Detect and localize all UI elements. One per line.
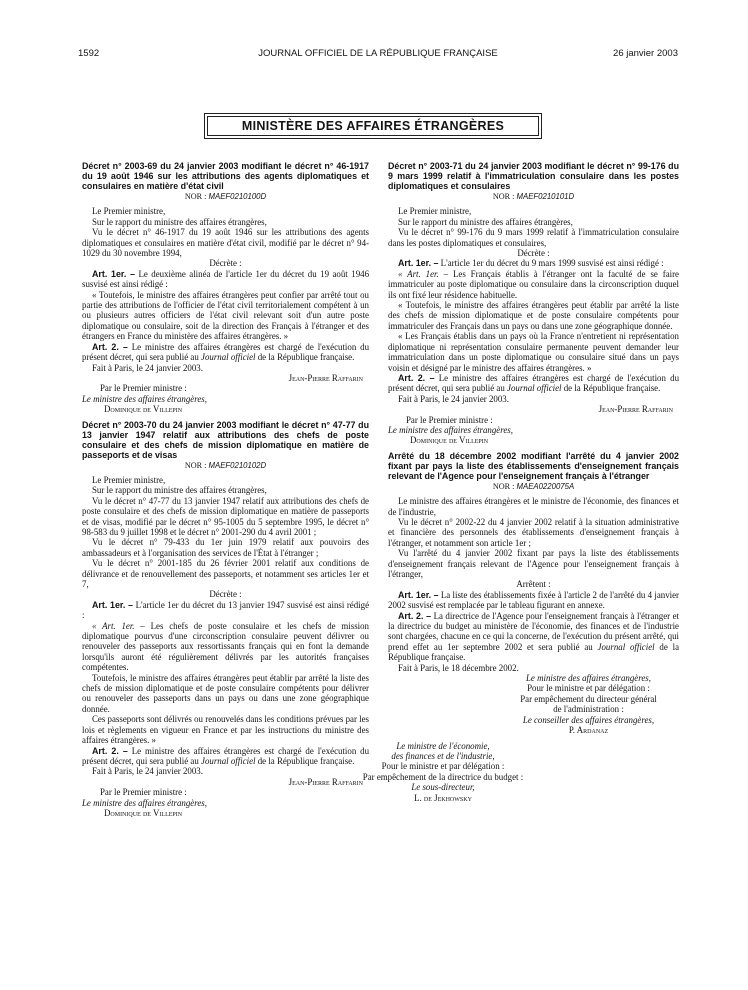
signature-block-mae (388, 673, 679, 735)
decrete-label: Décrète : (517, 248, 550, 259)
signature-line: Le ministre des affaires étrangères, (388, 424, 513, 435)
fait-line: Fait à Paris, le 24 janvier 2003. (92, 362, 203, 373)
signature-line: des finances et de l'industrie, (391, 750, 495, 761)
fait-line: Fait à Paris, le 18 décembre 2002. (398, 662, 519, 673)
signature-line: Le ministre des affaires étrangères, (526, 673, 651, 684)
right-column (362, 161, 680, 803)
decree-title: Décret n° 2003-70 du 24 janvier 2003 modifiant le décret n° 47-77 du 13 janvier 1947 relatif aux attributions des chefs de poste consulaire et des chefs de mission diplomatique en matière de passeports et de visas (82, 419, 369, 460)
signature-line: Pour le ministre et par délégation : (381, 761, 505, 772)
signature-line: Par empêchement du directeur général (520, 693, 657, 704)
signatory: Jean-Pierre Raffarin (288, 372, 363, 383)
signature-line: Le ministre de l'économie, (396, 740, 490, 751)
paragraph: Vu le décret n° 47-77 du 13 janvier 1947 relatif aux attributions des chefs de poste consulaire et des chefs de mission diplomatique en matière de passeports et de visas, modifié par le décret n° 95-1005 du 5 septembre 1995, le décret n° 98-583 du 9 juillet 1998 et le décret n° 2001-290 du 4 avril 2001 ; (82, 495, 369, 537)
paragraph: Le Premier ministre, (398, 206, 472, 217)
quoted-text: « Toutefois, le ministre des affaires étrangères peut établir par arrêté la liste des chefs de mission diplomatique et de poste consulaire compétents pour immatriculer des Français dans un pays ou dans une zone géographique donnée. (388, 300, 679, 331)
signatory: P. Ardanaz (568, 725, 609, 736)
fait-line: Fait à Paris, le 24 janvier 2003. (92, 766, 203, 777)
signature-line: Le conseiller des affaires étrangères, (522, 714, 655, 725)
quoted-text: Toutefois, le ministre des affaires étrangères peut établir par arrêté la liste des chefs de mission diplomatique et de poste consulaire compétents pour délivrer ou renouveler des passeports dans un pays ou dans une zone géographique donnée. (82, 672, 369, 714)
signatory: Jean-Pierre Raffarin (598, 404, 673, 415)
paragraph: Le ministre des affaires étrangères et le ministre de l'économie, des finances et de l'industrie, (388, 496, 679, 517)
signatory: L. de Jekhowsky (414, 792, 472, 803)
quoted-text: « Art. 1er. – Les Français établis à l'étranger ont la faculté de se faire immatriculer au poste diplomatique ou consulaire dans la circonscription duquel ils ont fixé leur résidence habituelle. (388, 268, 679, 300)
signature-line: Le sous-directeur, (411, 782, 475, 793)
paragraph: Vu le décret n° 2002-22 du 4 janvier 2002 relatif à la situation administrative et financière des personnels des établissements d'enseignement français à l'étranger, et notamment son article 1er ; (388, 516, 679, 548)
signatory: Dominique de Villepin (104, 807, 183, 818)
fait-line: Fait à Paris, le 24 janvier 2003. (398, 393, 509, 404)
issue-date: 26 janvier 2003 (613, 48, 678, 59)
signature-line: Le ministre des affaires étrangères, (82, 393, 207, 404)
ministry-box (204, 113, 542, 139)
paragraph: Vu le décret n° 2001-185 du 26 février 2001 relatif aux conditions de délivrance et de renouvellement des passeports, et notamment ses articles 1er et 7, (82, 558, 369, 589)
paragraph: Sur le rapport du ministre des affaires étrangères, (92, 485, 267, 496)
paragraph: Le Premier ministre, (92, 206, 166, 217)
signatory: Jean-Pierre Raffarin (288, 776, 363, 787)
paragraph: Le Premier ministre, (92, 474, 166, 485)
decrete-label: Décrète : (209, 589, 242, 600)
decree-2003-70 (82, 420, 369, 819)
ministry-title: MINISTÈRE DES AFFAIRES ÉTRANGÈRES (207, 116, 539, 136)
nor-line: NOR : MAEF0210101D (492, 192, 575, 201)
nor-line: NOR : MAEF0210100D (184, 192, 267, 201)
article-2: Art. 2. – La directrice de l'Agence pour l'enseignement français à l'étranger et la directrice du budget au ministère de l'économie, des finances et de l'industrie sont chargées, chacune en ce qui la concerne, de l'exécution du présent arrêté, qui prend effet au 1er septembre 2002 et sera publié au Journal officiel de la République française. (388, 610, 680, 663)
decree-title: Décret n° 2003-69 du 24 janvier 2003 modifiant le décret n° 46-1917 du 19 août 1946 sur les attributions des agents diplomatiques et consulaires en matière d'état civil (82, 161, 369, 191)
paragraph: Vu le décret n° 79-433 du 1er juin 1979 relatif aux pouvoirs des ambassadeurs et à l'organisation des services de l'État à l'étranger ; (82, 537, 369, 558)
article-1: Art. 1er. – L'article 1er du décret du 9 mars 1999 susvisé est ainsi rédigé : (398, 258, 664, 269)
decree-title: Décret n° 2003-71 du 24 janvier 2003 modifiant le décret n° 99-176 du 9 mars 1999 relatif à l'immatriculation consulaire dans les postes diplomatiques et consulaires (388, 161, 679, 191)
nor-line: NOR : MAEA0220075A (492, 481, 575, 491)
signatory: Dominique de Villepin (104, 404, 183, 415)
decree-2003-71 (388, 161, 679, 446)
paragraph: Vu le décret n° 99-176 du 9 mars 1999 relatif à l'immatriculation consulaire dans les postes diplomatiques et consulaires, (388, 227, 679, 248)
nor-line: NOR : MAEF0210102D (184, 460, 267, 470)
signatory: Dominique de Villepin (410, 435, 489, 446)
article-2: Art. 2. – Le ministre des affaires étrangères est chargé de l'exécution du présent décret, qui sera publié au Journal officiel de la République française. (388, 372, 680, 394)
decrete-label: Décrète : (209, 258, 242, 269)
article-2: Art. 2. – Le ministre des affaires étrangères est chargé de l'exécution du présent décret, qui sera publié au Journal officiel de la République française. (82, 341, 370, 363)
quoted-text: « Les Français établis dans un pays où la France n'entretient ni représentation diplomatique ni représentation consulaire permanente peuvent demander leur immatriculation dans un poste diplomatique ou consulaire situé dans un pays voisin et désigné par le ministre des affaires étrangères. » (388, 331, 679, 373)
page-number: 1592 (78, 48, 100, 59)
quoted-text: « Art. 1er. – Les chefs de poste consulaire et les chefs de mission diplomatique pourvus d'une circonscription consulaire peuvent délivrer ou renouveler des passeports aux ressortissants français qui en font la demande lorsqu'ils auront été régulièrement délivrés par les autorités françaises compétentes. (82, 620, 369, 673)
article-1: Art. 1er. – L'article 1er du décret du 13 janvier 1947 susvisé est ainsi rédigé : (82, 599, 370, 621)
arretent-label: Arrêtent : (516, 579, 551, 590)
decree-2003-69 (82, 161, 369, 415)
signature-line: Par empêchement de la directrice du budget : (362, 771, 524, 782)
arrete-2002-12-18 (362, 450, 680, 803)
paragraph: Vu le décret n° 46-1917 du 19 août 1946 sur les attributions des agents diplomatiques et consulaires en matière d'état civil, modifié par le décret n° 94-1029 du 30 novembre 1994, (82, 227, 369, 259)
journal-title: JOURNAL OFFICIEL DE LA RÉPUBLIQUE FRANÇAISE (258, 48, 498, 59)
signature-line: Par le Premier ministre : (100, 383, 187, 394)
signature-line: de l'administration : (553, 704, 624, 715)
signature-line: Le ministre des affaires étrangères, (82, 797, 207, 808)
signature-block-minefi (328, 741, 558, 803)
paragraph: Sur le rapport du ministre des affaires étrangères, (398, 216, 573, 227)
paragraph: Vu l'arrêté du 4 janvier 2002 fixant par pays la liste des établissements d'enseignement français relevant de l'Agence pour l'enseignement français à l'étranger, (388, 548, 679, 579)
quoted-text: « Toutefois, le ministre des affaires étrangères peut confier par arrêté tout ou partie des attributions de l'officier de l'état civil territorialement compétent à un ou plusieurs autres officiers de l'état civil relevant soit d'un autre poste diplomatique ou consulaire, soit de la direction des Français à l'étranger et des étrangers en France du ministère des affaires étrangères. » (82, 289, 369, 342)
article-2: Art. 2. – Le ministre des affaires étrangères est chargé de l'exécution du présent décret, qui sera publié au Journal officiel de la République française. (82, 745, 370, 766)
quoted-text: Ces passeports sont délivrés ou renouvelés dans les conditions prévues par les lois et règlements en vigueur en France et par les instructions du ministre des affaires étrangères. » (82, 714, 369, 746)
left-column (82, 161, 369, 818)
article-1: Art. 1er. – Le deuxième alinéa de l'article 1er du décret du 19 août 1946 susvisé est ainsi rédigé : (82, 268, 370, 290)
article-1: Art. 1er. – La liste des établissements fixée à l'article 2 de l'arrêté du 4 janvier 2002 susvisé est remplacée par le tableau figurant en annexe. (388, 589, 680, 611)
decree-title: Arrêté du 18 décembre 2002 modifiant l'arrêté du 4 janvier 2002 fixant par pays la liste des établissements d'enseignement français relevant de l'Agence pour l'enseignement français à l'étranger (388, 450, 679, 481)
paragraph: Sur le rapport du ministre des affaires étrangères, (92, 216, 267, 227)
signature-line: Pour le ministre et par délégation : (527, 683, 650, 694)
page-header (78, 48, 678, 62)
signature-line: Par le Premier ministre : (406, 414, 493, 425)
signature-line: Par le Premier ministre : (100, 787, 187, 798)
